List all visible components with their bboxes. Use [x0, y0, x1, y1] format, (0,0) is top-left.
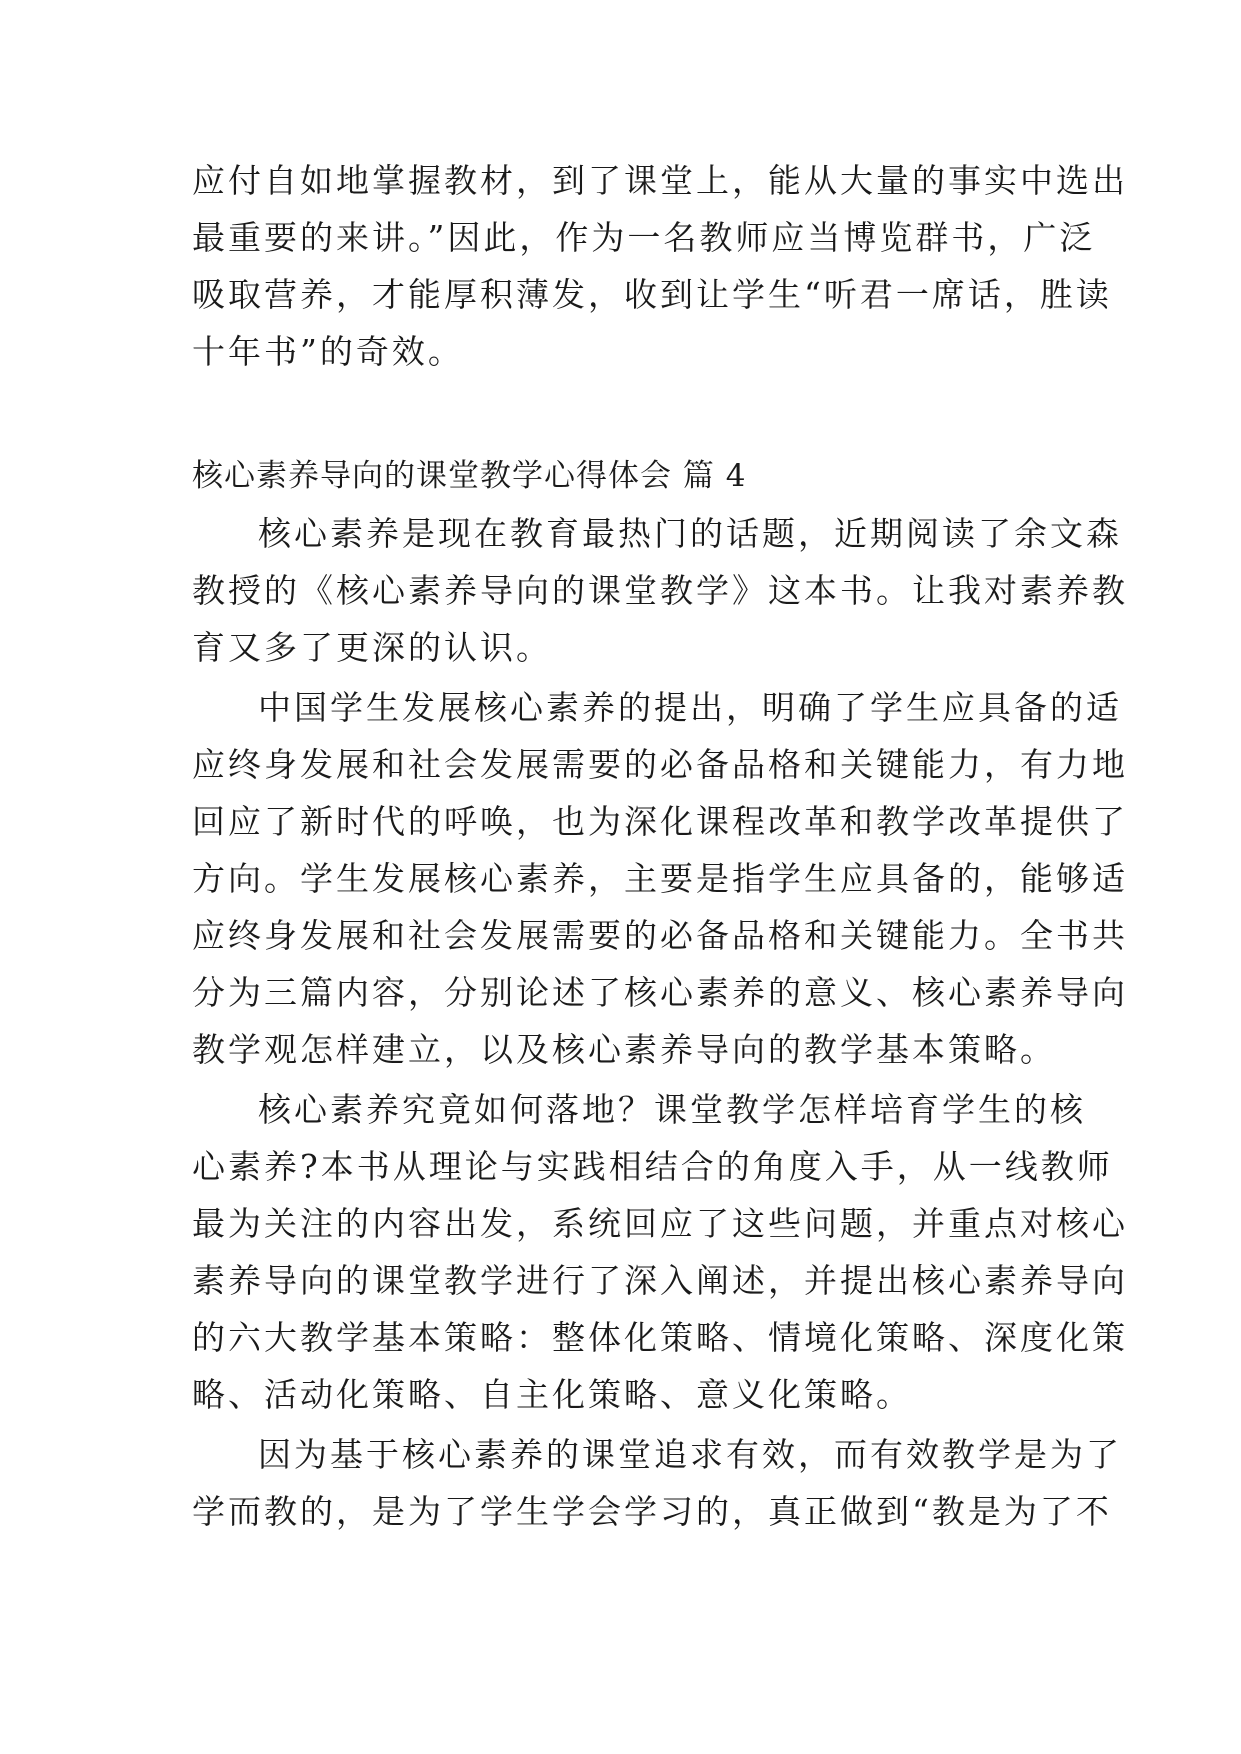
text-line: 回应了新时代的呼唤，也为深化课程改革和教学改革提供了 [192, 802, 1128, 841]
text-line: 应终身发展和社会发展需要的必备品格和关键能力。全书共 [192, 916, 1128, 955]
text-line: 十年书”的奇效。 [192, 332, 464, 371]
text-line: 略、活动化策略、自主化策略、意义化策略。 [192, 1375, 912, 1414]
text-line: 吸取营养，才能厚积薄发，收到让学生“听君一席话，胜读 [192, 275, 1112, 314]
text-line: 育又多了更深的认识。 [192, 628, 552, 667]
text-line: 最为关注的内容出发，系统回应了这些问题，并重点对核心 [192, 1204, 1128, 1243]
text-line: 的六大教学基本策略：整体化策略、情境化策略、深度化策 [192, 1318, 1128, 1357]
section-title: 核心素养导向的课堂教学心得体会 篇 4 [192, 458, 747, 494]
paragraph-first-line: 因为基于核心素养的课堂追求有效，而有效教学是为了 [258, 1435, 1122, 1474]
text-line: 心素养?本书从理论与实践相结合的角度入手，从一线教师 [192, 1147, 1113, 1186]
paragraph-first-line: 核心素养究竟如何落地？课堂教学怎样培育学生的核 [258, 1090, 1086, 1129]
text-line: 应付自如地掌握教材，到了课堂上，能从大量的事实中选出 [192, 161, 1128, 200]
text-line: 教学观怎样建立，以及核心素养导向的教学基本策略。 [192, 1030, 1056, 1069]
text-line: 最重要的来讲。”因此，作为一名教师应当博览群书，广泛 [192, 218, 1096, 257]
text-line: 应终身发展和社会发展需要的必备品格和关键能力，有力地 [192, 745, 1128, 784]
text-line: 教授的《核心素养导向的课堂教学》这本书。让我对素养教 [192, 571, 1128, 610]
text-line: 学而教的，是为了学生学会学习的，真正做到“教是为了不 [192, 1492, 1112, 1531]
text-line: 方向。学生发展核心素养，主要是指学生应具备的，能够适 [192, 859, 1128, 898]
paragraph-first-line: 中国学生发展核心素养的提出，明确了学生应具备的适 [258, 688, 1122, 727]
text-line: 素养导向的课堂教学进行了深入阐述，并提出核心素养导向 [192, 1261, 1128, 1300]
text-line: 分为三篇内容，分别论述了核心素养的意义、核心素养导向 [192, 973, 1128, 1012]
paragraph-first-line: 核心素养是现在教育最热门的话题，近期阅读了余文森 [258, 514, 1122, 553]
